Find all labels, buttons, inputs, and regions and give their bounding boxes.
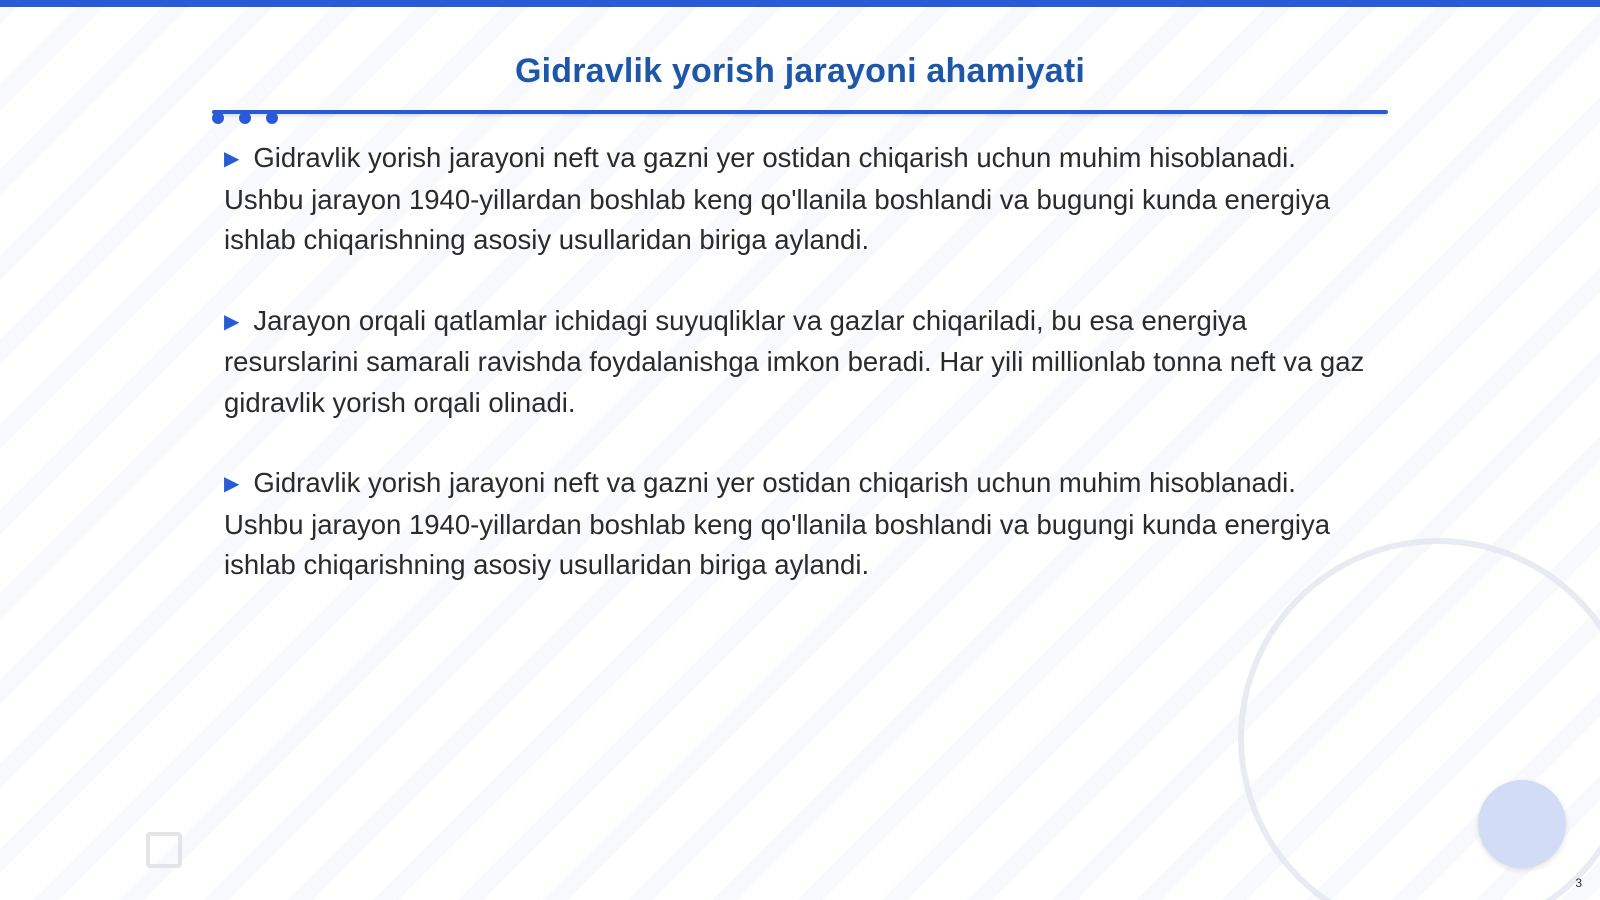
decorative-circle (1478, 780, 1566, 868)
page-number: 3 (1575, 876, 1582, 890)
bullet-paragraph (224, 463, 1374, 586)
bullet-list (224, 138, 1374, 626)
decorative-square (146, 832, 182, 868)
title-underline (212, 110, 1388, 114)
decorative-dot (239, 112, 251, 124)
slide-title: Gidravlik yorish jarayoni ahamiyati (514, 52, 1086, 90)
bullet-paragraph (224, 301, 1374, 424)
triangle-right-icon: ▶ (224, 473, 240, 495)
triangle-right-icon: ▶ (224, 310, 240, 333)
decorative-dot (266, 112, 278, 124)
decorative-dot (212, 112, 224, 124)
bullet-paragraph (224, 138, 1374, 261)
paragraph-text: Gidravlik yorish jarayoni neft va gazni yer ostidan chiqarish uchun muhim hisoblanadi. Ushbu jarayon 1940-yillardan boshlab keng qo'llanila boshlandi va bugungi kunda energiya ishlab chiqarishning asosiy usullaridan biriga aylandi. (224, 467, 1331, 580)
top-accent-bar (0, 0, 1600, 7)
paragraph-text: Jarayon orqali qatlamlar ichidagi suyuqliklar va gazlar chiqariladi, bu esa energiya resurslarini samarali ravishda foydalanishga imkon beradi. Har yili millionlab tonna neft va gaz gidravlik yorish orqali olinadi. (224, 304, 1365, 418)
triangle-right-icon: ▶ (224, 148, 240, 170)
paragraph-text: Gidravlik yorish jarayoni neft va gazni yer ostidan chiqarish uchun muhim hisoblanadi. Ushbu jarayon 1940-yillardan boshlab keng qo'llanila boshlandi va bugungi kunda energiya ishlab chiqarishning asosiy usullaridan biriga aylandi. (224, 142, 1331, 255)
